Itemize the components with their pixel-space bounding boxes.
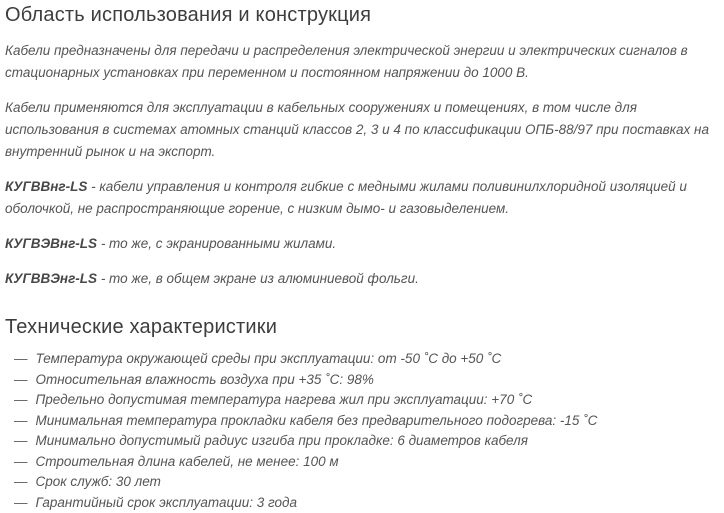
list-item-text: Предельно допустимая температура нагрева жил при эксплуатации: +70 ˚С <box>36 392 533 407</box>
list-dash: — <box>14 411 28 432</box>
usage-paragraph-purpose: Кабели предназначены для передачи и распределения электрической энергии и электрических сигналов в стационарных установках при переменном и постоянном напряжении до 1000 В. <box>5 40 718 84</box>
section-heading-tech-specs: Технические характеристики <box>5 315 718 339</box>
list-dash: — <box>14 452 28 473</box>
cable-type-description: - кабели управления и контроля гибкие с медными жилами поливинилхлоридной изоляцией и оболочкой, не распространяющие горение, с низким дымо- и газовыделением. <box>5 179 687 216</box>
section-heading-usage: Область использования и конструкция <box>5 3 718 27</box>
list-item <box>5 431 718 452</box>
list-item-text: Гарантийный срок эксплуатации: 3 года <box>36 495 297 510</box>
cable-type-name: КУГВВЭнг-LS <box>5 271 97 286</box>
cable-type-kugvveng-ls <box>5 268 718 290</box>
list-dash: — <box>14 349 28 370</box>
cable-type-kugvevng-ls <box>5 233 718 255</box>
list-item-text: Срок служб: 30 лет <box>36 474 161 489</box>
tech-specs-list <box>5 349 718 513</box>
list-dash: — <box>14 370 28 391</box>
cable-type-name: КУГВВнг-LS <box>5 179 87 194</box>
list-item <box>5 390 718 411</box>
list-item <box>5 493 718 513</box>
cable-type-kugvvng-ls <box>5 176 718 220</box>
list-item <box>5 411 718 432</box>
list-item <box>5 370 718 391</box>
list-dash: — <box>14 493 28 513</box>
list-item <box>5 349 718 370</box>
cable-type-name: КУГВЭВнг-LS <box>5 236 97 251</box>
cable-type-description: - то же, с экранированными жилами. <box>101 236 336 251</box>
list-item-text: Относительная влажность воздуха при +35 ˚С: 98% <box>36 372 374 387</box>
cable-type-description: - то же, в общем экране из алюминиевой фольги. <box>101 271 419 286</box>
list-item-text: Строительная длина кабелей, не менее: 100 м <box>36 454 339 469</box>
list-item-text: Температура окружающей среды при эксплуатации: от -50 ˚С до +50 ˚С <box>36 351 502 366</box>
list-item <box>5 472 718 493</box>
list-item <box>5 452 718 473</box>
list-dash: — <box>14 390 28 411</box>
usage-paragraph-application: Кабели применяются для эксплуатации в кабельных сооружениях и помещениях, в том числе для использования в системах атомных станций классов 2, 3 и 4 по классификации ОПБ-88/97 при поставках на внутренний рынок и на экспорт. <box>5 97 718 163</box>
list-dash: — <box>14 431 28 452</box>
list-item-text: Минимально допустимый радиус изгиба при прокладке: 6 диаметров кабеля <box>36 433 528 448</box>
list-dash: — <box>14 472 28 493</box>
list-item-text: Минимальная температура прокладки кабеля без предварительного подогрева: -15 ˚С <box>36 413 598 428</box>
